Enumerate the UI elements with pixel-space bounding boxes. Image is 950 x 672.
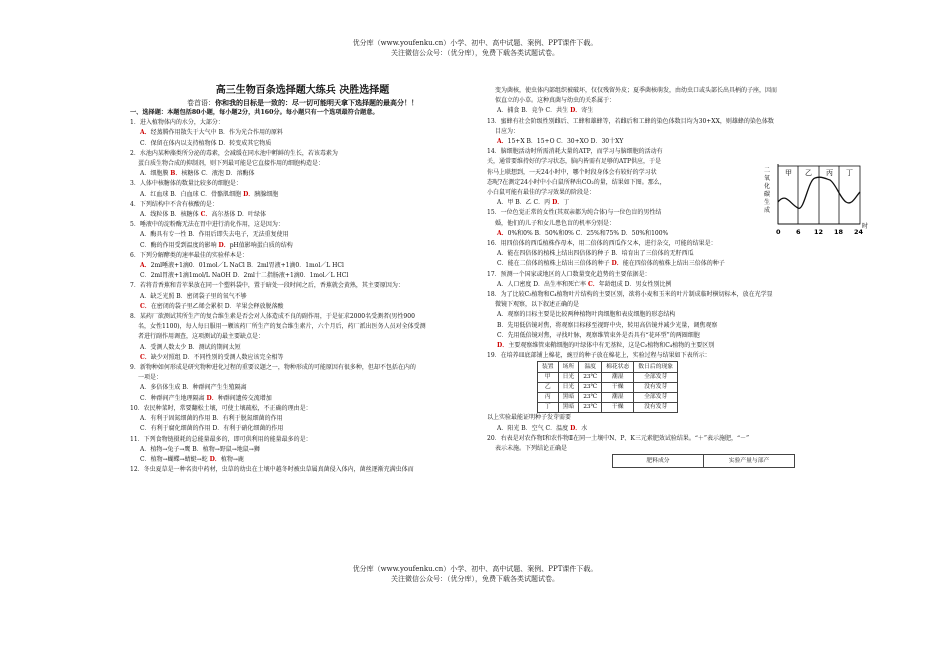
- table-19-cell: 黑暗: [558, 403, 579, 413]
- right-mid-line: A．观察的目标主要是比较两种植物叶肉细胞和表皮细胞的形态结构: [497, 311, 676, 319]
- right-mid-line: D．主要观察维管束鞘细胞的叶绿体中有无基粒，这是C₃植物和C₄植物的主要区别: [497, 342, 715, 350]
- right-mid-line: 微镜下观察，以下叙述正确的是: [495, 301, 580, 309]
- right-mid-line: C．先用低倍镜对焦，寻找叶脉，观察维管束外是否具有“花环型”的两圈细胞: [497, 331, 700, 339]
- motto-text: 你和我的目标是一致的：尽一切可能明天拿下选择题的最高分！！: [215, 98, 418, 107]
- question-14-line: 态呢?在测定24小时中小白鼠所释出CO₂的量，结果如下图。那么，: [487, 178, 666, 186]
- left-lines-line: 1．进入植物体内的水分，大部分：: [130, 119, 224, 127]
- right-mid-line: 16．用四倍体的西瓜植株作母本，用二倍体的西瓜作父本，进行杂交，可能的结果是：: [487, 240, 717, 248]
- right-mid-line: 18．为了比较C₃植物和C₄植物叶片结构的主要区别，欲将小麦和玉米的叶片制成临时横切标本，放在光学显: [487, 291, 773, 299]
- table-19-cell: 23℃: [579, 393, 602, 403]
- left-lines-line: 4．下列结构中不含有核酸的是：: [130, 200, 218, 208]
- table-20-header-2: 实验产量与部产: [704, 455, 795, 468]
- left-lines-line: A．有利于固氮细菌的作用 B．有利于脱氮细菌的作用: [140, 415, 283, 423]
- table-19-cell: 甲: [538, 372, 559, 382]
- left-lines-line: C．酶的作用受到温度的影响 D．pH值影响蛋白质的结构: [140, 241, 293, 249]
- left-question-list: [130, 118, 475, 475]
- table-19-header: 装置: [538, 362, 559, 372]
- right-column: [487, 86, 829, 468]
- question-14-line: 小白鼠可能有最佳的学习效果的阶段是：: [487, 189, 596, 197]
- page-title: 高三生物百条选择题大练兵 决胜选择题: [215, 85, 390, 96]
- graph-xtick-4: 24: [854, 228, 864, 236]
- table-19-cell: 潮湿: [602, 372, 634, 382]
- left-lines-line: 3．人体中核糖体的数量比较多的细胞是：: [130, 180, 242, 188]
- right-top-line: A．捕食 B．竞争 C．共生 D．寄生: [497, 107, 594, 115]
- table-row: [538, 372, 678, 382]
- left-lines-line: 5．唾液中的淀粉酶无法在胃中进行消化作用，这是因为：: [130, 221, 284, 229]
- motto: [130, 98, 475, 108]
- left-lines-line: A．多倍体生成 B．种群间产生生殖隔离: [140, 384, 247, 392]
- table-19-header: 温度: [579, 362, 602, 372]
- right-mid-line: 15．一位色觉正常的女性(其双亲都为纯合体)与一位色盲的男性结: [487, 209, 662, 217]
- table-19-cell: 没有发芽: [634, 382, 678, 392]
- table-19-cell: 丁: [538, 403, 559, 413]
- footer-line-1: 优分库（www.youfenku.cn）小学、初中、高中试题、案例、PPT课件下载。: [352, 565, 598, 573]
- graph-xtick-3: 18: [834, 228, 844, 236]
- left-lines-line: 11．下列食物链摄耗的总能量最多的，即可供利用的能量最多的是：: [130, 435, 312, 443]
- graph-xtick-2: 12: [814, 228, 824, 236]
- table-19-header: 数日后的现象: [634, 362, 678, 372]
- table-row: [538, 393, 678, 403]
- left-lines-line: A．经蒸腾作用散失于大气中 B．作为光合作用的原料: [140, 129, 283, 137]
- left-lines-line: A．缺乏光照 B．密闭袋子里的氧气不够: [140, 292, 247, 300]
- table-20: [612, 454, 795, 468]
- question-14-line: 关，通常要维持好的学习状态，脑内皆需有足够的ATP供应，于是: [487, 158, 662, 166]
- table-19-cell: 全部发芽: [634, 393, 678, 403]
- left-lines-line: 蛋白质生物合成的抑制剂，则下列最可能是它直接作用的细胞构造是：: [138, 160, 325, 168]
- right-mid-line: C．能在二倍体的植株上结出三倍体的种子 D．能在四倍体的植株上结出三倍体的种子: [497, 260, 725, 268]
- right-mid-line: B．先用低倍镜对焦，将观察目标移至视野中央，转用高倍镜并减少光量，调焦观察: [497, 321, 718, 329]
- left-lines-line: A．植物→兔子→鹰 B．植物→野鼠→地鼠→狮: [140, 445, 260, 453]
- right-mid-line: 17．预测一个国家或地区的人口数量变化趋势的主要依据是：: [487, 270, 651, 278]
- question-14-answer: A．甲 B．乙 C．丙 D．丁: [497, 199, 570, 207]
- right-top-line: 目应为：: [495, 127, 520, 135]
- left-lines-line: C．缺少对照组 D．不同性别的受测人数应该完全相等: [140, 353, 284, 361]
- right-bottom-line: 表示未施。下列结论正确是: [495, 445, 568, 453]
- question-14-line: 你马上联想到，一天24小时中，哪个时段身体会有较好的学习状: [487, 168, 657, 176]
- left-lines-line: A．2ml唾液+1滴0．01mol／L NaCl B．2ml胃液+1滴0．1mol／L HCl: [140, 262, 344, 270]
- right-top-line: A．15+X B．15+O C．30+XO D．30十XY: [497, 138, 624, 146]
- left-lines-line: 9．新物种如何形成是研究物种进化过程的重要议题之一，物种形成的可能原因有很多种，但却不包括在内的: [130, 364, 416, 372]
- page-header: [0, 38, 950, 58]
- left-lines-line: A．细胞膜 B．核糖体 C．液泡 D．溶酶体: [140, 170, 255, 178]
- table-19-cell: 潮湿: [602, 393, 634, 403]
- co2-graph: [760, 162, 868, 240]
- right-question-list-top: [487, 86, 829, 147]
- left-lines-line: 名，女性1100)，每人每日服用一颗该药厂所生产的复合维生素片，六个月后，药厂派出医务人员对全体受测: [138, 323, 426, 331]
- table-19-cell: 23℃: [579, 382, 602, 392]
- left-lines-line: C．植物→蝴蝶→蜻蜓→蛇 D．植物→鹿: [140, 455, 244, 463]
- left-lines-line: C．保留在体内以支持植物体 D．转变成其它物质: [140, 139, 272, 147]
- right-mid-line: A．0%和0% B．50%和0% C．25%和75% D．50%和100%: [497, 229, 669, 237]
- section-heading: 一、选择题：本题包括80小题，每小题2分，共160分。每小题只有一个选项最符合题意。: [130, 109, 379, 116]
- left-lines-line: 者进行副作用调查，这项测试的最主要缺点是：: [138, 333, 265, 341]
- left-lines-line: A．线粒体 B．核糖体 C．高尔基体 D．叶绿体: [140, 211, 267, 219]
- motto-prefix: 卷首语：: [187, 99, 215, 107]
- left-lines-line: A．红血球 B．白血球 C．骨骼肌细胞 D．胰腺细胞: [140, 190, 279, 198]
- question-14-line: 14．脑细胞活动时所需消耗大量的ATP，而学习与脑细胞的活动有: [487, 148, 663, 156]
- right-mid-line: A．人口密度 D．出生率和死亡率 C．年龄组成 D．男女性别比例: [497, 280, 672, 288]
- table-19-cell: 丙: [538, 393, 559, 403]
- left-lines-line: 10．农民种菜时，常要翻松土壤，可使土壤疏松，不正确的理由是：: [130, 404, 312, 412]
- table-20-header-1: 肥料成分: [613, 455, 704, 468]
- table-row: [538, 403, 678, 413]
- graph-xtick-1: 6: [796, 228, 801, 236]
- right-mid-line: 19．在培养皿底部铺上棉花，豌豆的种子放在棉花上，实验过程与结果如下表所示：: [487, 352, 711, 360]
- graph-ylabel: 二氧化碳生成: [764, 167, 771, 214]
- graph-stage-2: 丙: [826, 169, 833, 177]
- right-mid-line: 婚，他们的儿子和女儿患色盲的机率分别是：: [495, 219, 616, 227]
- left-lines-line: A．酶具有专一性 B．作用后即失去电子，无法重复使用: [140, 231, 289, 239]
- header-line-1: 优分库（www.youfenku.cn）小学、初中、高中试题、案例、PPT课件下载。: [352, 39, 598, 47]
- left-lines-line: C．种群间产生地理隔离 D．种群间遗传交流增加: [140, 394, 272, 402]
- question-14-text: [487, 147, 755, 198]
- right-bottom-line: 20．右表是对农作物Ⅰ和农作物Ⅱ在同一土壤中N、P、K三元素肥效试验结果。“＋”表示施肥，“－”: [487, 434, 750, 442]
- right-mid-line: A．能在四倍体的植株上结出四倍体的种子 B．培育出了三倍体的无籽西瓜: [497, 250, 694, 258]
- table-19: [537, 361, 678, 413]
- left-lines-line: A．受测人数太少 B．测试的期间太短: [140, 343, 241, 351]
- right-top-line: 似直立的小草。这种真菌与幼虫的关系属于：: [495, 97, 616, 105]
- right-top-line: 变为菌核，使虫体内部组织被破坏，仅仅残留外皮；夏季菌核萌发，由幼虫口或头部长出具柄的子座，因而: [495, 87, 778, 94]
- table-19-cell: 日光: [558, 382, 579, 392]
- header-line-2: 关注微信公众号：（优分库），免费下载各类试题试卷。: [391, 49, 559, 57]
- table-19-header: 场所: [558, 362, 579, 372]
- table-19-cell: 黑暗: [558, 393, 579, 403]
- table-19-cell: 干燥: [602, 382, 634, 392]
- left-lines-line: 12．冬虫夏草是一种名贵中药材，虫草的幼虫在土壤中越冬时被虫草属真菌侵入体内，菌丝逐渐充满虫体而: [130, 466, 414, 474]
- table-19-cell: 没有发芽: [634, 403, 678, 413]
- table-19-cell: 干燥: [602, 403, 634, 413]
- graph-xtick-0: 0: [776, 228, 781, 236]
- graph-stage-1: 乙: [805, 169, 812, 177]
- table-19-header: 棉花状态: [602, 362, 634, 372]
- right-top-line: 13．蜜蜂有社会阶级性别雌后、工蜂和雄蜂等，若雌后和工蜂的染色体数目均为30+XX，则雄蜂的染色体数: [487, 117, 774, 125]
- table-19-cell: 日光: [558, 372, 579, 382]
- left-lines-line: C．有利于腐化细菌的作用 D．有利于硝化细菌的作用: [140, 425, 284, 433]
- table-19-cell: 23℃: [579, 403, 602, 413]
- right-bottom-line: A．阳光 B．空气 C．温度 D．水: [497, 424, 588, 432]
- left-column: [130, 84, 475, 475]
- table-19-cell: 23℃: [579, 372, 602, 382]
- left-lines-line: C．2ml胃液+1滴1mol/L NaOH D．2ml十二指肠液+1滴0．1mol／L HCl: [140, 272, 349, 280]
- left-lines-line: 8．某药厂欲测试其所生产的复合维生素是否会对人体造成不良的副作用，于是征求2000名受测者(男性900: [130, 313, 415, 321]
- graph-stage-3: 丁: [846, 169, 853, 177]
- table-19-cell: 乙: [538, 382, 559, 392]
- graph-xunit: 时: [862, 223, 868, 230]
- table-19-cell: 全部发芽: [634, 372, 678, 382]
- left-lines-line: C．在密闭的袋子里乙烯会累积 D．苹果会释放脱落酸: [140, 302, 284, 310]
- left-lines-line: 2．水池内某种藻类所分泌的毒素，会减缓在同水池中孵鲜的生长，若该毒素为: [130, 149, 338, 157]
- left-lines-line: 6．下列分解酵类的速率最佳的实验样本是：: [130, 251, 248, 259]
- table-row: [538, 382, 678, 392]
- footer-line-2: 关注微信公众号：（优分库），免费下载各类试题试卷。: [391, 575, 559, 583]
- right-bottom-line: 以上实验最能证明种子发芽需要: [487, 414, 572, 422]
- left-lines-line: 7．若将青香蕉和青苹果放在同一个塑料袋中，置于暗处一段时间之后，香蕉就会黄熟，其主要原因为：: [130, 282, 404, 290]
- right-question-list-bottom: [487, 413, 829, 454]
- left-lines-line: 一项是：: [138, 374, 163, 382]
- graph-stage-0: 甲: [785, 169, 792, 177]
- page-footer: [0, 564, 950, 584]
